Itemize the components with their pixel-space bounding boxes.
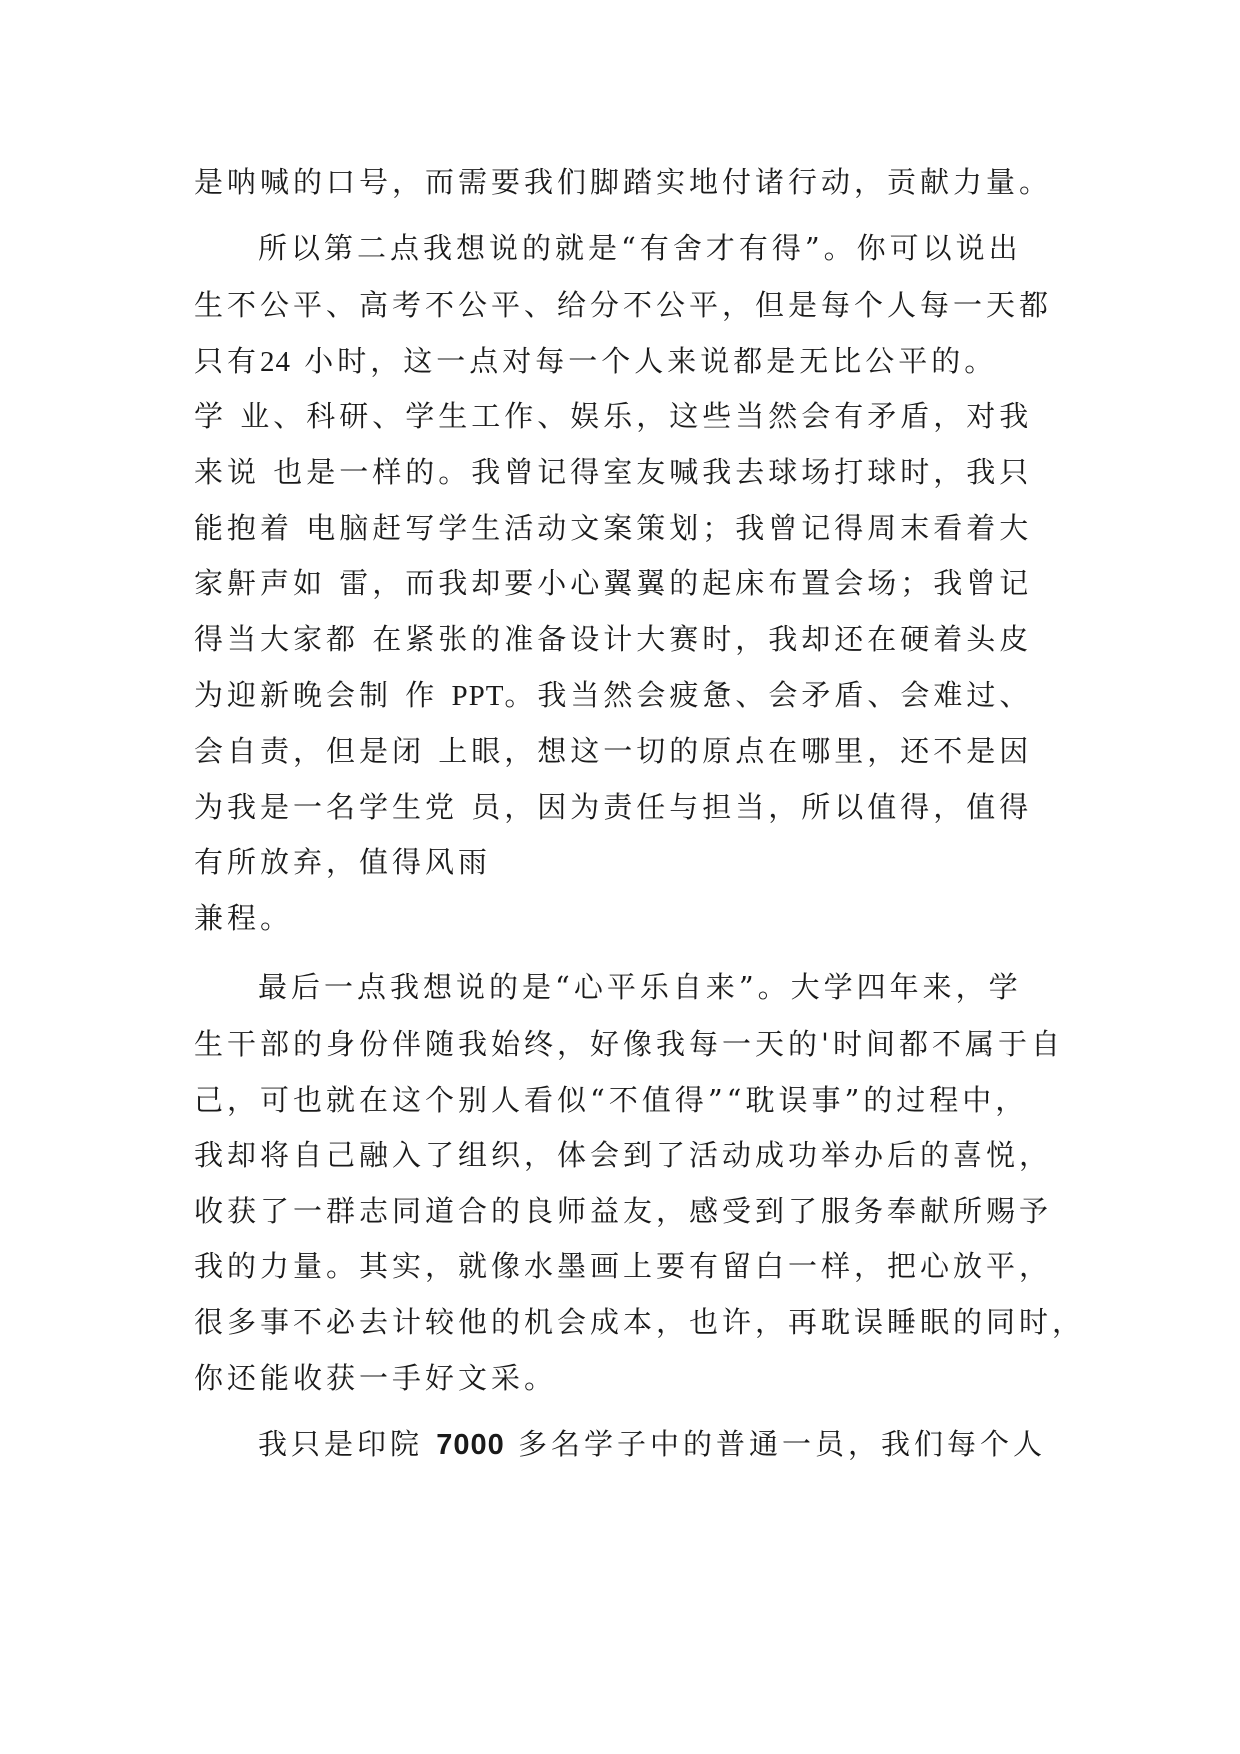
paragraph-2-line-9 — [194, 675, 1054, 716]
paragraph-2-line-3-number: 24 — [260, 346, 292, 378]
paragraph-2-line-3-text-b: 小时，这一点对每一个人来说都是无比公平的。 — [291, 344, 998, 378]
paragraph-3-line-4: 我却将自己融入了组织，体会到了活动成功举办后的喜悦， — [194, 1138, 1053, 1172]
paragraph-2-line-3 — [194, 341, 1054, 382]
paragraph-1-line-1: 是呐喊的口号，而需要我们脚踏实地付诸行动，贡献力量。 — [194, 165, 1053, 199]
paragraph-2-line-4: 学 业、科研、学生工作、娱乐，这些当然会有矛盾，对我 — [194, 399, 1033, 433]
paragraph-2-line-12: 有所放弃，值得风雨 — [194, 845, 492, 879]
paragraph-3-line-6: 我的力量。其实，就像水墨画上要有留白一样，把心放平， — [194, 1249, 1053, 1283]
paragraph-2-line-2: 生不公平、高考不公平、给分不公平，但是每个人每一天都 — [194, 288, 1053, 322]
paragraph-2-line-10: 会自责，但是闭 上眼，想这一切的原点在哪里，还不是因 — [194, 734, 1033, 768]
paragraph-3-line-1: 最后一点我想说的是“心平乐自来”。大学四年来，学 — [258, 970, 1022, 1004]
paragraph-2-line-9-acronym: PPT — [451, 680, 505, 712]
paragraph-2-line-5: 来说 也是一样的。我曾记得室友喊我去球场打球时，我只 — [194, 455, 1033, 489]
paragraph-3-line-8: 你还能收获一手好文采。 — [194, 1361, 558, 1395]
paragraph-4-line-1-number: 7000 — [436, 1429, 505, 1461]
paragraph-4-line-1-text-b: 多名学子中的普通一员，我们每个人 — [504, 1427, 1046, 1461]
paragraph-2-line-6: 能抱着 电脑赶写学生活动文案策划；我曾记得周末看着大 — [194, 511, 1033, 545]
paragraph-2-line-8: 得当大家都 在紧张的准备设计大赛时，我却还在硬着头皮 — [194, 622, 1033, 656]
paragraph-2-line-11: 为我是一名学生党 员，因为责任与担当，所以值得，值得 — [194, 790, 1033, 824]
paragraph-3-line-7: 很多事不必去计较他的机会成本，也许，再耽误睡眠的同时， — [194, 1305, 1086, 1339]
paragraph-3-line-3: 己，可也就在这个别人看似“不值得”“耽误事”的过程中， — [194, 1083, 1029, 1117]
paragraph-4-line-1 — [258, 1424, 1118, 1465]
paragraph-2-line-13: 兼程。 — [194, 901, 294, 935]
paragraph-2-line-7: 家鼾声如 雷，而我却要小心翼翼的起床布置会场；我曾记 — [194, 566, 1033, 600]
paragraph-3-line-2: 生干部的身份伴随我始终，好像我每一天的'时间都不属于自 — [194, 1027, 1064, 1061]
paragraph-2-line-3-text-a: 只有 — [194, 344, 261, 378]
paragraph-2-line-1: 所以第二点我想说的就是“有舍才有得”。你可以说出 — [258, 231, 1022, 265]
paragraph-3-line-5: 收获了一群志同道合的良师益友，感受到了服务奉献所赐予 — [194, 1194, 1053, 1228]
paragraph-2-line-9-text-a: 为迎新晚会制 作 — [194, 678, 452, 712]
paragraph-4-line-1-text-a: 我只是印院 — [258, 1427, 437, 1461]
paragraph-2-line-9-text-b: 。我当然会疲惫、会矛盾、会难过、 — [504, 678, 1033, 712]
